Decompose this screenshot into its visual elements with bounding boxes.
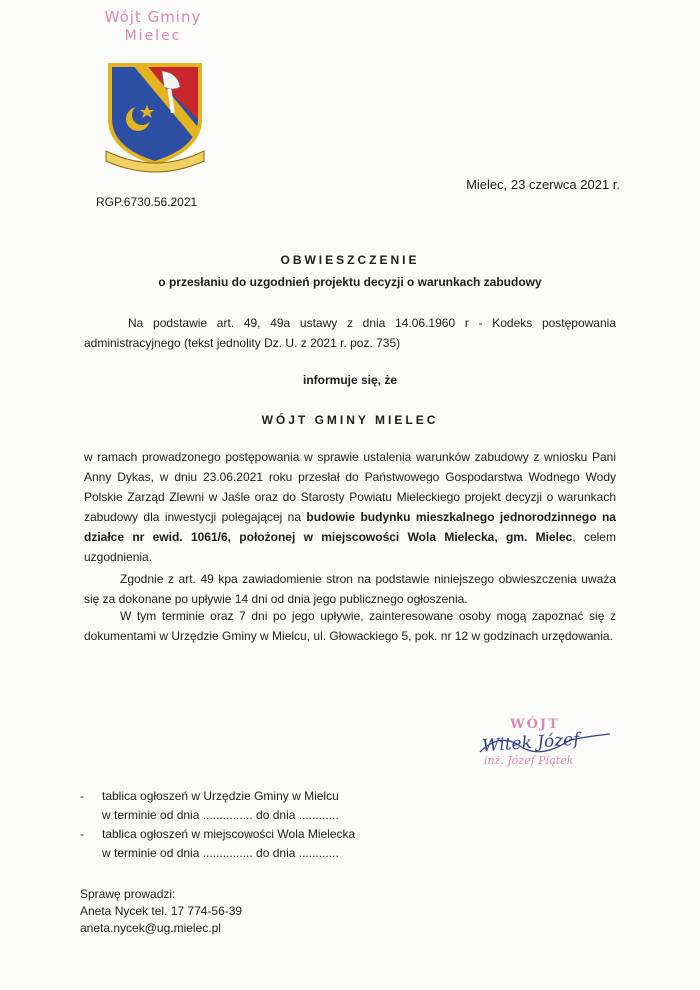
place-date: Mielec, 23 czerwca 2021 r. (466, 177, 620, 192)
coat-of-arms-icon (104, 57, 206, 175)
document-title: OBWIESZCZENIE (280, 253, 420, 267)
informs-line: informuje się, że (302, 373, 398, 387)
signature-stamp (470, 712, 620, 782)
issuer-line2: Mielec (124, 28, 182, 44)
list-item-dates: w terminie od dnia ............... do dnia ............ (102, 808, 339, 822)
stamp-name: inż. Józef Piątek (484, 754, 574, 767)
legal-basis-paragraph: Na podstawie art. 49, 49a ustawy z dnia 14.06.1960 r - Kodeks postępowania administracyjnego (tekst jednolity Dz. U. z 2021 r. poz. 735) (84, 316, 616, 350)
notification-paragraph: Zgodnie z art. 49 kpa zawiadomienie stron na podstawie niniejszego obwieszczenia uważa się za dokonane po upływie 14 dni od dnia jego publicznego ogłoszenia. (84, 572, 616, 606)
stamp-title: WÓJT (510, 717, 560, 732)
handwritten-signature: Witek Józef (481, 729, 581, 757)
document-subtitle: o przesłaniu do uzgodnień projektu decyzji o warunkach zabudowy (158, 275, 542, 289)
case-reference: RGP.6730.56.2021 (96, 195, 198, 209)
contact-label: Sprawę prowadzi: (80, 887, 176, 901)
main-body-paragraph (84, 447, 616, 567)
issuer-stamp (88, 8, 218, 46)
contact-email: aneta.nycek@ug.mielec.pl (80, 921, 221, 935)
list-item-label: tablica ogłoszeń w Urzędzie Gminy w Mielcu (102, 789, 339, 803)
distribution-list (80, 787, 400, 863)
body-text-end: , celem uzgodnienia. (84, 530, 616, 564)
list-item-dates: w terminie od dnia ............... do dnia ............ (102, 846, 339, 860)
list-item (80, 825, 400, 863)
issuer-line1: Wójt Gminy (104, 8, 202, 26)
list-item (80, 787, 400, 825)
investment-description: budowie budynku mieszkalnego jednorodzinnego na działce nr ewid. 1061/6, położonej w miejscowości Wola Mielecka, gm. Mielec (84, 510, 616, 544)
body-text-start: w ramach prowadzonego postępowania w sprawie ustalenia warunków zabudowy z wniosku Pani Anny Dykas, w dniu 23.06.2021 roku przesłał do Państwowego Gospodarstwa Wodnego Wody Polskie Zarząd Zlewni w Jaśle oraz do Starosty Powiatu Mieleckiego projekt decyzji o warunkach zabudowy dla inwestycji polegającej na (84, 450, 616, 524)
list-item-label: tablica ogłoszeń w miejscowości Wola Mielecka (102, 827, 356, 841)
list-dash: - (80, 827, 84, 841)
contact-person: Aneta Nycek tel. 17 774-56-39 (80, 904, 243, 918)
list-dash: - (80, 789, 84, 803)
document-access-paragraph: W tym terminie oraz 7 dni po jego upływie, zainteresowane osoby mogą zapoznać się z dokumentami w Urzędzie Gminy w Mielcu, ul. Głowackiego 5, pok. nr 12 w godzinach urzędowania. (84, 609, 616, 643)
authority-heading: WÓJT GMINY MIELEC (261, 413, 439, 427)
contact-block (80, 886, 242, 937)
